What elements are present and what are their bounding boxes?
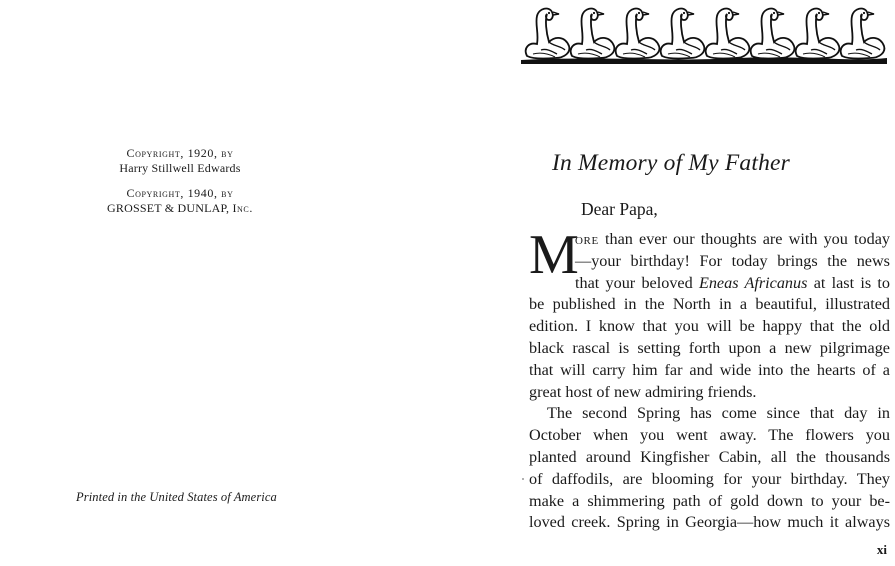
swan-border-icon xyxy=(519,2,889,64)
publisher-name: GROSSET & DUNLAP, xyxy=(107,201,230,215)
left-page xyxy=(0,0,447,566)
body-line: make a shimmering path of gold down to your be- xyxy=(529,491,890,510)
dedication-title: In Memory of My Father xyxy=(551,150,791,176)
paper-speck xyxy=(522,478,524,480)
body-line xyxy=(529,229,890,251)
copyright-1920-label: Copyright, 1920, by xyxy=(126,146,234,160)
body-line: loved creek. Spring in Georgia—how much it always xyxy=(529,513,890,532)
body-line: edition. I know that you will be happy that the old xyxy=(529,317,890,336)
body-line xyxy=(529,273,890,295)
drop-cap: M xyxy=(529,224,579,286)
copyright-1940-label: Copyright, 1940, by xyxy=(126,186,234,200)
body-line: The second Spring has come since that day in xyxy=(547,404,890,423)
body-line-text: at last is to xyxy=(807,273,891,292)
body-line: —your birthday! For today brings the news xyxy=(575,251,890,270)
publisher-suffix: Inc. xyxy=(232,201,253,215)
right-page xyxy=(447,0,895,566)
page-number: xi xyxy=(876,542,887,557)
body-line: that will carry him far and wide into the hearts of a xyxy=(529,360,890,379)
printed-notice: Printed in the United States of America xyxy=(76,490,277,504)
book-title: Eneas Africanus xyxy=(698,273,808,292)
copyright-1940-holder xyxy=(60,201,300,216)
body-line: great host of new admiring friends. xyxy=(529,382,757,401)
copyright-block xyxy=(60,146,300,216)
copyright-1920-holder: Harry Stillwell Edwards xyxy=(119,161,241,175)
small-caps-word: ore xyxy=(575,230,599,248)
body-line: October when you went away. The flowers you xyxy=(529,426,890,445)
body-line: of daffodils, are blooming for your birthday. They xyxy=(529,469,890,488)
body-line-text: that your beloved xyxy=(575,273,699,292)
salutation: Dear Papa, xyxy=(581,199,658,219)
body-line: be published in the North in a beautiful, illustrated xyxy=(529,295,890,314)
body-line-text: than ever our thoughts are with you today xyxy=(598,230,890,248)
body-line: black rascal is setting forth upon a new pilgrimage xyxy=(529,338,890,357)
body-line: planted around Kingfisher Cabin, all the thousands xyxy=(529,447,890,466)
dedication-body xyxy=(529,224,891,534)
